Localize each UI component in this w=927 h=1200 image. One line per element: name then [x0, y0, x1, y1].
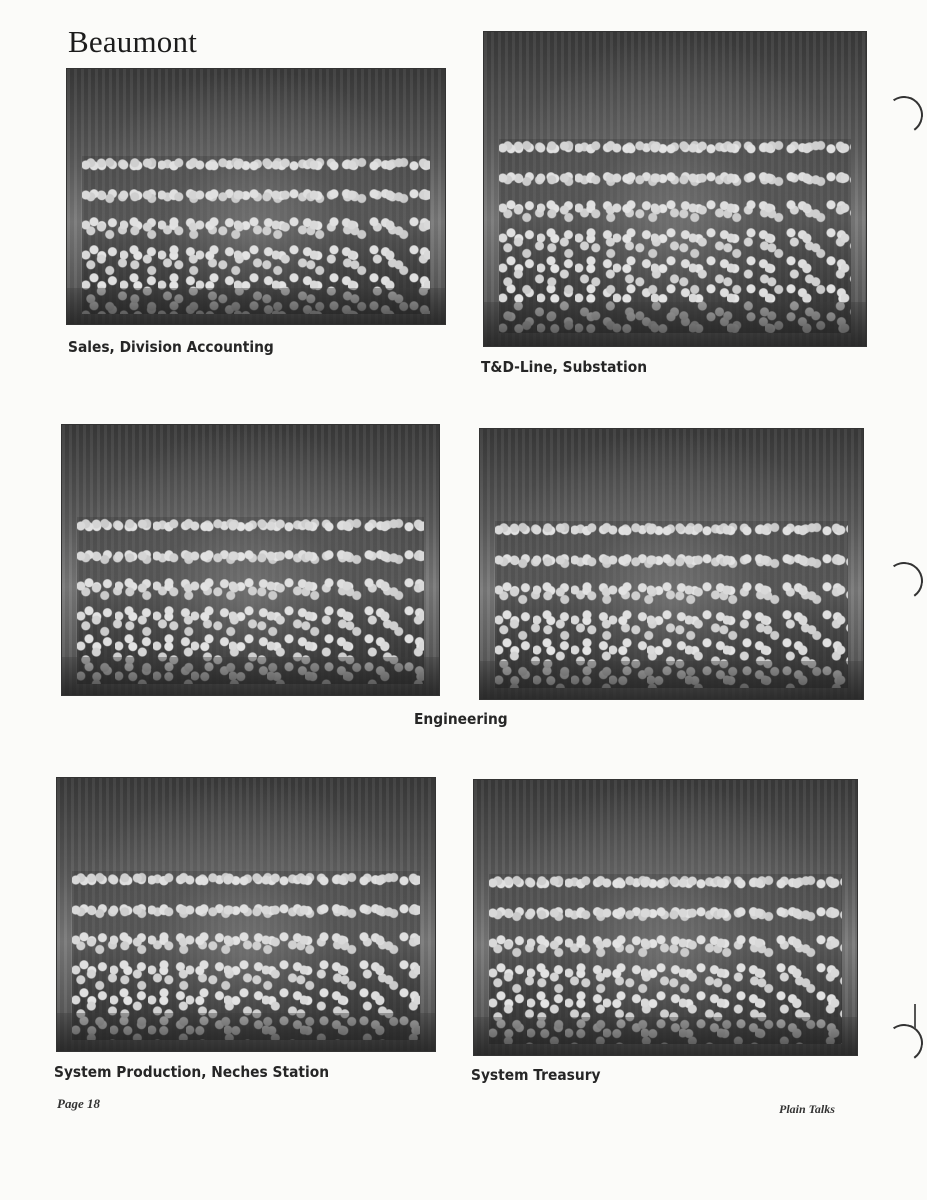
- caption-sales-division-accounting: Sales, Division Accounting: [68, 338, 274, 356]
- binder-hole-bottom: [882, 1021, 926, 1065]
- photo-engineering-right: [479, 428, 864, 700]
- photo-system-treasury: [473, 779, 858, 1056]
- caption-engineering: Engineering: [414, 710, 508, 728]
- caption-system-treasury: System Treasury: [471, 1066, 601, 1084]
- photo-system-production-neches-station: [56, 777, 436, 1052]
- photo-sales-division-accounting: [66, 68, 446, 325]
- photo-engineering-left: [61, 424, 440, 696]
- photo-td-line-substation: [483, 31, 867, 347]
- binder-hole-middle: [882, 559, 926, 603]
- page-number: Page 18: [57, 1096, 100, 1111]
- page-heading: Beaumont: [68, 24, 198, 59]
- binder-hole-top: [882, 93, 926, 137]
- caption-system-production-neches-station: System Production, Neches Station: [54, 1063, 330, 1081]
- page-edge-mark: [914, 1004, 916, 1028]
- publication-name: Plain Talks: [779, 1102, 835, 1116]
- caption-td-line-substation: T&D-Line, Substation: [481, 358, 648, 376]
